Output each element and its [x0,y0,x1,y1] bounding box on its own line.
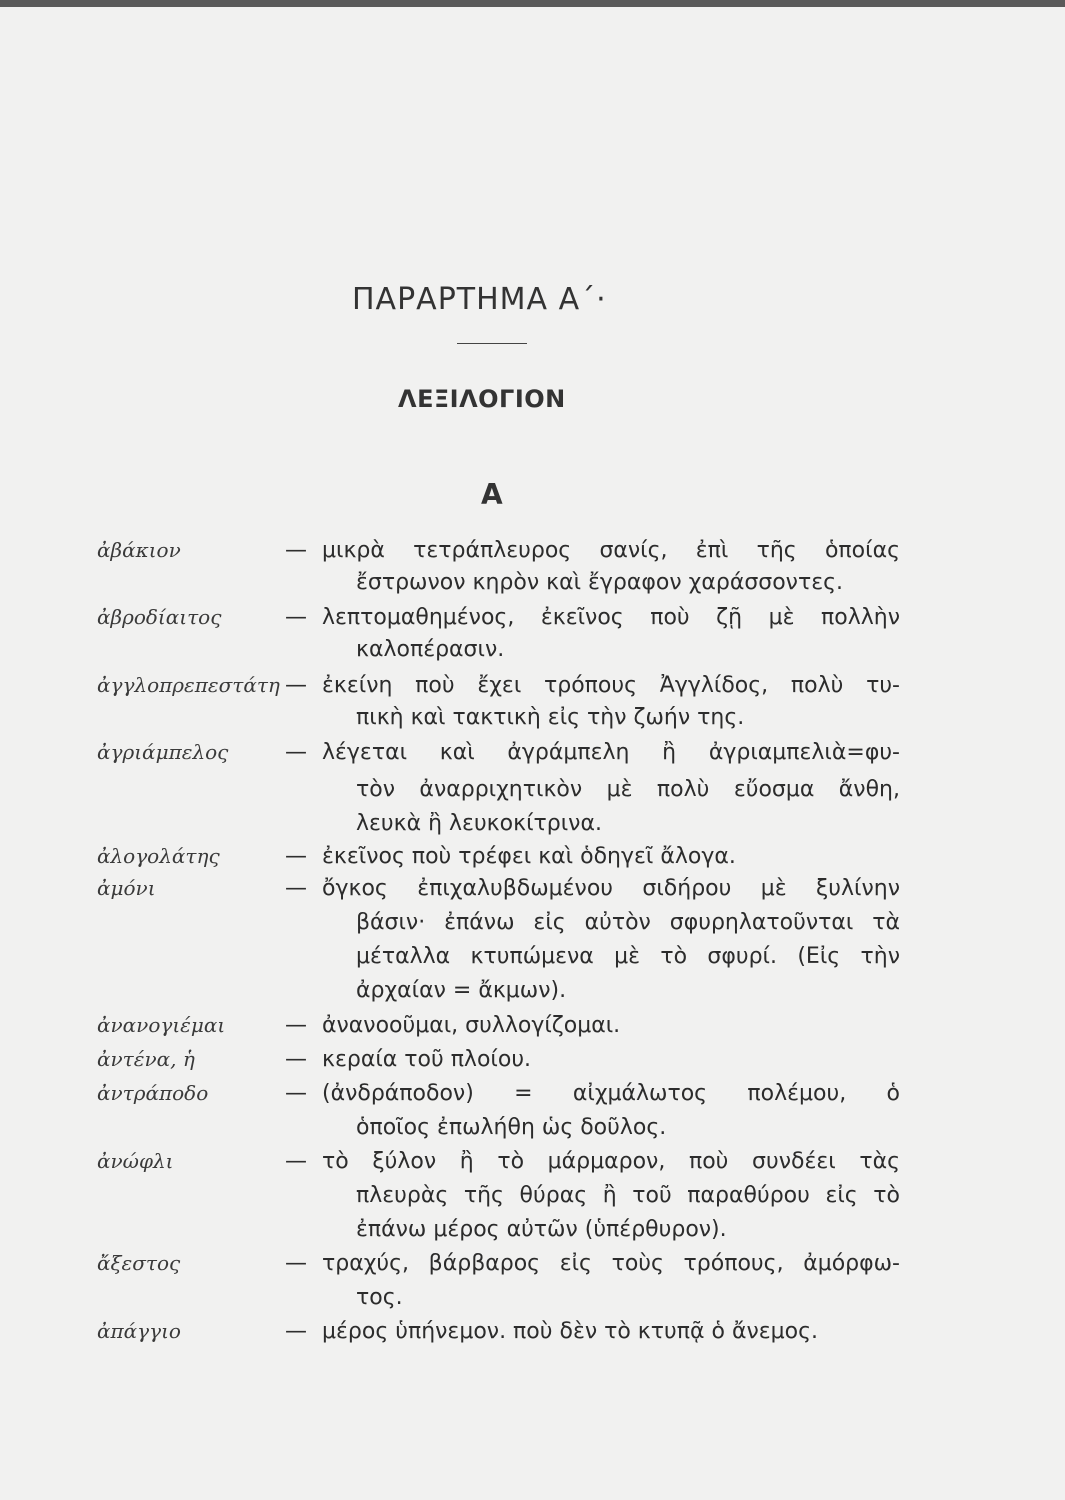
definition-line: ὄγκος ἐπιχαλυβδωμένου σιδήρου μὲ ξυλίνην [322,876,900,901]
definition-line: λεπτομαθημένος, ἐκεῖνος ποὺ ζῇ μὲ πολλὴν [322,605,900,630]
entry-dash: — [285,1149,307,1174]
entry-term: ἀβροδίαιτος [97,605,222,629]
entry-term: ἀνώφλι [97,1149,174,1173]
definition-line: μέρος ὑπήνεμον. ποὺ δὲν τὸ κτυπᾷ ὁ ἄνεμος. [322,1319,818,1344]
entry-term: ἀγγλοπρεπεστάτη [97,673,280,697]
entry-dash: — [285,538,307,563]
definition-line: ἐπάνω μέρος αὐτῶν (ὑπέρθυρον). [356,1217,727,1242]
definition-line: τραχύς, βάρβαρος εἰς τοὺς τρόπους, ἀμόρφω- [322,1251,900,1276]
entry-dash: — [285,1047,307,1072]
entry-dash: — [285,673,307,698]
entry-term: ἀλογολάτης [97,844,220,868]
entry-term: ἀβάκιον [97,538,181,562]
entry-term: ἀντένα, ἡ [97,1047,195,1071]
definition-line: τὸν ἀναρριχητικὸν μὲ πολὺ εὔοσμα ἄνθη, [356,777,900,802]
definition-line: ἐκεῖνος ποὺ τρέφει καὶ ὁδηγεῖ ἄλογα. [322,844,736,869]
definition-line: ἐκείνη ποὺ ἔχει τρόπους Ἀγγλίδος, πολὺ τυ- [322,673,900,698]
entry-term: ἀμόνι [97,876,156,900]
entry-term: ἀντράποδο [97,1081,209,1105]
definition-line: ὁποῖος ἐπωλήθη ὡς δοῦλος. [356,1115,667,1140]
definition-line: λευκὰ ἢ λευκοκίτρινα. [356,811,602,836]
definition-line: τὸ ξύλον ἢ τὸ μάρμαρον, ποὺ συνδέει τὰς [322,1149,900,1174]
definition-line: καλοπέρασιν. [356,637,505,662]
entry-dash: — [285,740,307,765]
page-title: ΠΑΡΑΡΤΗΜΑ Α΄· [352,282,607,317]
page-subtitle: ΛΕΞΙΛΟΓΙΟΝ [398,385,566,413]
definition-line: ἀνανοοῦμαι, συλλογίζομαι. [322,1013,621,1038]
definition-line: (ἀνδράποδον) = αἰχμάλωτος πολέμου, ὁ [322,1081,900,1106]
definition-line: μέταλλα κτυπώμενα μὲ τὸ σφυρί. (Εἰς τὴν [356,944,900,969]
entry-dash: — [285,605,307,630]
definition-line: βάσιν· ἐπάνω εἰς αὐτὸν σφυρηλατοῦνται τὰ [356,910,900,935]
definition-line: πλευρὰς τῆς θύρας ἢ τοῦ παραθύρου εἰς τὸ [356,1183,900,1208]
entry-dash: — [285,1013,307,1038]
definition-line: μικρὰ τετράπλευρος σανίς, ἐπὶ τῆς ὁποίας [322,538,900,563]
page-top-edge [0,0,1065,7]
entry-dash: — [285,876,307,901]
section-letter: Α [481,478,503,511]
definition-line: κεραία τοῦ πλοίου. [322,1047,532,1072]
entry-dash: — [285,844,307,869]
entry-term: ἀπάγγιο [97,1319,181,1343]
entry-dash: — [285,1081,307,1106]
definition-line: λέγεται καὶ ἀγράμπελη ἢ ἀγριαμπελιὰ=φυ- [322,740,900,765]
definition-line: ἔστρωνον κηρὸν καὶ ἔγραφον χαράσσοντες. [356,570,844,595]
definition-line: ἀρχαίαν = ἄκμων). [356,978,567,1003]
entry-term: ἀνανογιέμαι [97,1013,226,1037]
entry-dash: — [285,1251,307,1276]
entry-term: ἄξεστος [97,1251,181,1275]
title-divider [457,343,527,344]
entry-dash: — [285,1319,307,1344]
definition-line: τος. [356,1285,403,1310]
definition-line: πικὴ καὶ τακτικὴ εἰς τὴν ζωήν της. [356,705,745,730]
entry-term: ἀγριάμπελος [97,740,229,764]
